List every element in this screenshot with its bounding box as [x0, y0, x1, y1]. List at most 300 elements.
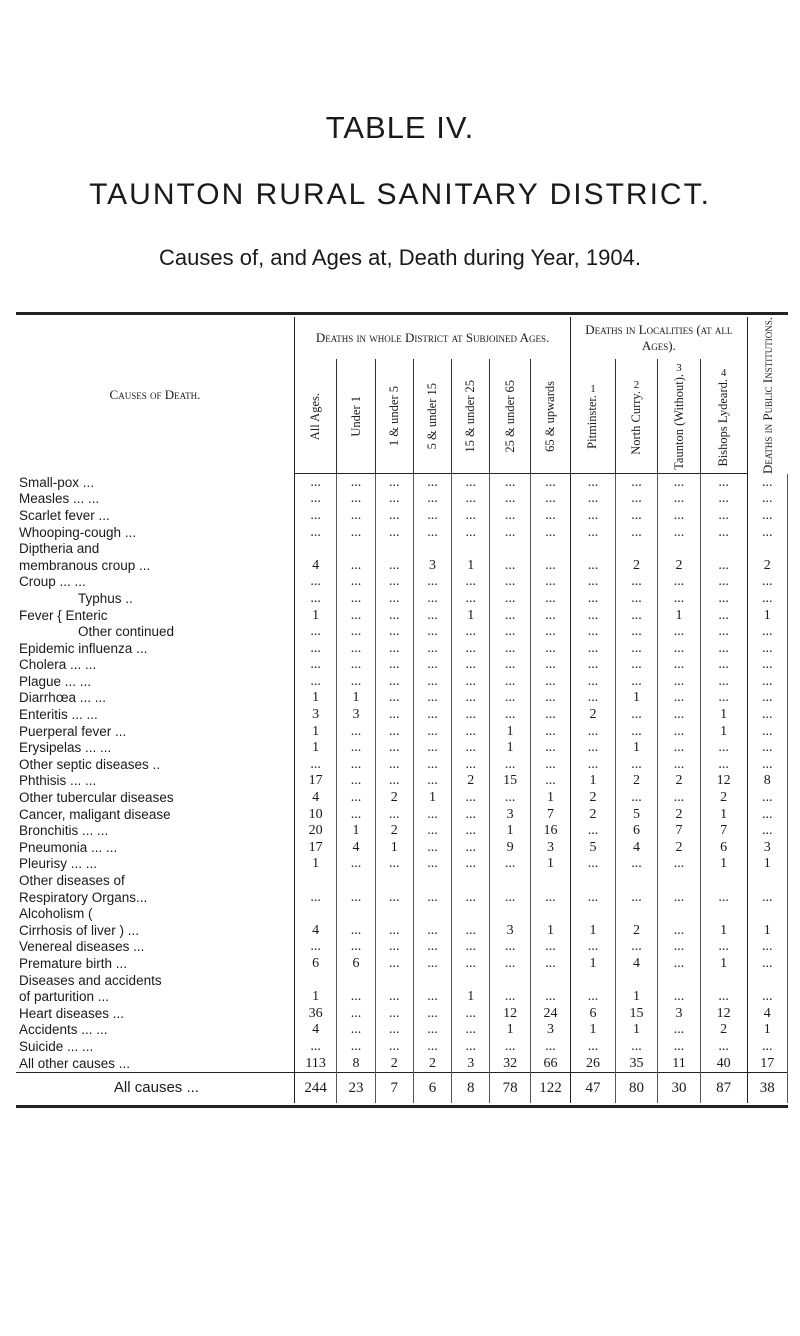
cause-label: Whooping-cough ...	[16, 524, 294, 541]
value-cell: ...	[658, 1039, 701, 1056]
value-cell: ...	[337, 657, 375, 674]
value-cell: ...	[490, 707, 530, 724]
cause-label: Bronchitis ... ...	[16, 823, 294, 840]
value-cell: 1	[294, 690, 337, 707]
value-cell: ...	[452, 790, 490, 807]
col-15-under-25: 15 & under 25	[463, 380, 478, 453]
value-cell: 32	[490, 1055, 530, 1072]
value-cell	[530, 873, 570, 890]
value-cell: ...	[747, 939, 787, 956]
value-cell: ...	[747, 823, 787, 840]
value-cell	[530, 972, 570, 989]
value-cell: ...	[375, 1005, 413, 1022]
value-cell: 66	[530, 1055, 570, 1072]
value-cell: ...	[294, 508, 337, 525]
value-cell: ...	[700, 690, 747, 707]
value-cell: 5	[571, 840, 616, 857]
cause-label: Phthisis ... ...	[16, 773, 294, 790]
value-cell: ...	[530, 1039, 570, 1056]
total-cell: 122	[530, 1072, 570, 1103]
value-cell	[490, 906, 530, 923]
value-cell: ...	[571, 856, 616, 873]
value-cell: ...	[452, 474, 490, 491]
value-cell: ...	[747, 640, 787, 657]
value-cell: ...	[700, 591, 747, 608]
value-cell	[413, 972, 451, 989]
value-cell: 16	[530, 823, 570, 840]
col-1-under-5: 1 & under 5	[386, 386, 401, 447]
cause-label: Measles ... ...	[16, 491, 294, 508]
value-cell: ...	[375, 624, 413, 641]
value-cell: ...	[452, 674, 490, 691]
value-cell: ...	[337, 508, 375, 525]
value-cell: ...	[571, 674, 616, 691]
value-cell: 7	[530, 806, 570, 823]
value-cell: 1	[452, 557, 490, 574]
col-under-1: Under 1	[348, 396, 363, 437]
value-cell: ...	[700, 574, 747, 591]
whole-district-group-header: Deaths in whole District at Subjoined Ages.	[294, 317, 570, 359]
table-row	[16, 1039, 788, 1056]
value-cell: 7	[700, 823, 747, 840]
value-cell: 1	[294, 989, 337, 1006]
value-cell: ...	[375, 989, 413, 1006]
value-cell: 2	[658, 840, 701, 857]
value-cell: ...	[337, 723, 375, 740]
value-cell: ...	[571, 607, 616, 624]
value-cell: ...	[294, 491, 337, 508]
value-cell: ...	[530, 474, 570, 491]
value-cell: 1	[700, 956, 747, 973]
cause-label: Cancer, maligant disease	[16, 806, 294, 823]
value-cell: ...	[700, 624, 747, 641]
value-cell: ...	[452, 640, 490, 657]
value-cell: ...	[615, 707, 658, 724]
value-cell: 1	[490, 823, 530, 840]
value-cell: ...	[571, 524, 616, 541]
value-cell: 1	[294, 607, 337, 624]
value-cell: ...	[530, 607, 570, 624]
value-cell: ...	[571, 508, 616, 525]
value-cell: ...	[294, 1039, 337, 1056]
value-cell	[375, 541, 413, 558]
value-cell: ...	[452, 856, 490, 873]
value-cell: 4	[294, 557, 337, 574]
value-cell: ...	[700, 607, 747, 624]
table-row	[16, 474, 788, 491]
value-cell: ...	[337, 674, 375, 691]
value-cell: ...	[530, 491, 570, 508]
value-cell: 3	[530, 840, 570, 857]
value-cell: ...	[490, 757, 530, 774]
value-cell: ...	[615, 657, 658, 674]
district-title: TAUNTON RURAL SANITARY DISTRICT.	[89, 178, 711, 211]
value-cell: ...	[658, 757, 701, 774]
cause-label: Accidents ... ...	[16, 1022, 294, 1039]
value-cell: ...	[452, 491, 490, 508]
value-cell: ...	[658, 956, 701, 973]
value-cell: 2	[571, 806, 616, 823]
value-cell: ...	[747, 508, 787, 525]
value-cell: ...	[413, 773, 451, 790]
value-cell: ...	[375, 557, 413, 574]
value-cell: 6	[337, 956, 375, 973]
value-cell: ...	[337, 474, 375, 491]
col-all-ages: All Ages.	[308, 392, 323, 440]
value-cell: ...	[375, 574, 413, 591]
value-cell: ...	[571, 989, 616, 1006]
value-cell: ...	[700, 939, 747, 956]
value-cell: ...	[413, 707, 451, 724]
value-cell: ...	[337, 757, 375, 774]
value-cell: ...	[530, 690, 570, 707]
value-cell: ...	[615, 889, 658, 906]
value-cell	[337, 906, 375, 923]
value-cell: ...	[747, 474, 787, 491]
table-body	[16, 474, 788, 1072]
table-row	[16, 508, 788, 525]
value-cell: ...	[530, 889, 570, 906]
value-cell: 1	[571, 1022, 616, 1039]
value-cell: ...	[658, 574, 701, 591]
value-cell: 3	[337, 707, 375, 724]
value-cell: ...	[375, 640, 413, 657]
value-cell: 1	[294, 740, 337, 757]
value-cell	[571, 541, 616, 558]
localities-group-header: Deaths in Localities (at all Ages).	[571, 317, 747, 359]
value-cell: ...	[615, 723, 658, 740]
value-cell: ...	[413, 1039, 451, 1056]
value-cell: 17	[294, 773, 337, 790]
table-row	[16, 989, 788, 1006]
value-cell	[490, 972, 530, 989]
value-cell: 1	[571, 956, 616, 973]
value-cell: ...	[700, 740, 747, 757]
value-cell	[747, 906, 787, 923]
value-cell: 2	[658, 773, 701, 790]
value-cell: ...	[452, 939, 490, 956]
value-cell: ...	[530, 956, 570, 973]
value-cell	[615, 873, 658, 890]
value-cell: 35	[615, 1055, 658, 1072]
value-cell: ...	[375, 524, 413, 541]
value-cell: 26	[571, 1055, 616, 1072]
value-cell: ...	[452, 823, 490, 840]
value-cell: 2	[658, 557, 701, 574]
value-cell: ...	[413, 508, 451, 525]
table-row	[16, 707, 788, 724]
value-cell: ...	[658, 591, 701, 608]
col-taunton-without: Taunton (Without).	[671, 374, 686, 471]
value-cell: 1	[700, 922, 747, 939]
total-cell: 38	[747, 1072, 787, 1103]
value-cell	[658, 906, 701, 923]
value-cell: ...	[658, 989, 701, 1006]
table-row	[16, 557, 788, 574]
value-cell: ...	[375, 723, 413, 740]
value-cell	[294, 906, 337, 923]
col-25-under-65: 25 & under 65	[502, 380, 517, 453]
value-cell	[615, 541, 658, 558]
cause-label: Other tubercular diseases	[16, 790, 294, 807]
value-cell: ...	[571, 557, 616, 574]
value-cell: ...	[375, 707, 413, 724]
total-cell: 78	[490, 1072, 530, 1103]
value-cell: ...	[452, 723, 490, 740]
value-cell: 4	[615, 840, 658, 857]
value-cell: ...	[700, 524, 747, 541]
value-cell: ...	[337, 591, 375, 608]
value-cell: ...	[452, 574, 490, 591]
value-cell	[747, 972, 787, 989]
cause-label: Erysipelas ... ...	[16, 740, 294, 757]
value-cell: ...	[615, 624, 658, 641]
total-cell: 30	[658, 1072, 701, 1103]
value-cell: ...	[337, 989, 375, 1006]
mortality-table	[16, 312, 788, 1108]
value-cell	[700, 906, 747, 923]
cause-label: Small-pox ...	[16, 474, 294, 491]
value-cell: ...	[571, 889, 616, 906]
value-cell: ...	[452, 657, 490, 674]
value-cell: ...	[375, 657, 413, 674]
value-cell: 11	[658, 1055, 701, 1072]
value-cell: ...	[615, 856, 658, 873]
cause-label: Epidemic influenza ...	[16, 640, 294, 657]
cause-label: of parturition ...	[16, 989, 294, 1006]
value-cell: ...	[375, 773, 413, 790]
value-cell: ...	[375, 939, 413, 956]
value-cell: ...	[615, 491, 658, 508]
public-institutions-label: Deaths in Public Institutions.	[759, 317, 775, 474]
value-cell: ...	[530, 723, 570, 740]
cause-label: Pleurisy ... ...	[16, 856, 294, 873]
value-cell: 4	[294, 790, 337, 807]
value-cell: ...	[490, 474, 530, 491]
value-cell: ...	[490, 674, 530, 691]
value-cell: ...	[615, 790, 658, 807]
table-row	[16, 823, 788, 840]
table-row	[16, 657, 788, 674]
cause-label: Diptheria and	[16, 541, 294, 558]
value-cell: 1	[747, 607, 787, 624]
value-cell	[375, 906, 413, 923]
locality-number: 4	[720, 366, 727, 379]
table-row	[16, 972, 788, 989]
value-cell: 1	[490, 1022, 530, 1039]
value-cell: 5	[615, 806, 658, 823]
value-cell: ...	[337, 624, 375, 641]
value-cell: 1	[571, 773, 616, 790]
table-row	[16, 723, 788, 740]
causes-of-death-header: Causes of Death.	[16, 317, 294, 474]
value-cell: ...	[490, 508, 530, 525]
value-cell: ...	[337, 607, 375, 624]
value-cell: 2	[571, 707, 616, 724]
value-cell: 1	[490, 740, 530, 757]
value-cell: ...	[700, 474, 747, 491]
value-cell: ...	[413, 740, 451, 757]
value-cell: ...	[530, 773, 570, 790]
value-cell: ...	[747, 591, 787, 608]
value-cell: 1	[413, 790, 451, 807]
value-cell: ...	[615, 939, 658, 956]
value-cell: ...	[413, 574, 451, 591]
value-cell: 1	[700, 806, 747, 823]
value-cell: ...	[413, 674, 451, 691]
value-cell: ...	[658, 624, 701, 641]
value-cell: ...	[658, 939, 701, 956]
value-cell: 2	[615, 773, 658, 790]
value-cell: ...	[530, 939, 570, 956]
value-cell	[413, 906, 451, 923]
value-cell: 2	[615, 557, 658, 574]
value-cell: 6	[700, 840, 747, 857]
table-row	[16, 889, 788, 906]
total-cell: 23	[337, 1072, 375, 1103]
value-cell	[658, 541, 701, 558]
value-cell: ...	[747, 524, 787, 541]
value-cell: ...	[452, 922, 490, 939]
value-cell: ...	[452, 690, 490, 707]
value-cell: 15	[615, 1005, 658, 1022]
value-cell: ...	[294, 524, 337, 541]
value-cell: ...	[337, 790, 375, 807]
value-cell: 6	[294, 956, 337, 973]
value-cell: ...	[375, 474, 413, 491]
value-cell: ...	[452, 889, 490, 906]
value-cell: ...	[747, 790, 787, 807]
value-cell: ...	[747, 657, 787, 674]
value-cell: 2	[375, 790, 413, 807]
value-cell: ...	[700, 557, 747, 574]
value-cell: ...	[375, 806, 413, 823]
value-cell: 1	[452, 989, 490, 1006]
value-cell	[337, 541, 375, 558]
value-cell: ...	[337, 1005, 375, 1022]
value-cell: ...	[413, 607, 451, 624]
cause-label: All other causes ...	[16, 1055, 294, 1072]
value-cell: ...	[530, 657, 570, 674]
value-cell: ...	[375, 591, 413, 608]
value-cell: ...	[747, 956, 787, 973]
table-row	[16, 591, 788, 608]
table-number: TABLE IV.	[325, 110, 475, 145]
value-cell: ...	[530, 624, 570, 641]
value-cell: ...	[375, 508, 413, 525]
value-cell: ...	[452, 806, 490, 823]
value-cell: ...	[571, 474, 616, 491]
table-row	[16, 939, 788, 956]
value-cell: ...	[530, 524, 570, 541]
value-cell: ...	[571, 574, 616, 591]
value-cell: 17	[294, 840, 337, 857]
value-cell: ...	[452, 1039, 490, 1056]
value-cell: ...	[700, 989, 747, 1006]
value-cell: 2	[700, 790, 747, 807]
value-cell: ...	[490, 574, 530, 591]
cause-label: Venereal diseases ...	[16, 939, 294, 956]
value-cell	[452, 972, 490, 989]
value-cell: ...	[658, 856, 701, 873]
value-cell: ...	[747, 491, 787, 508]
value-cell: 2	[375, 823, 413, 840]
value-cell: 2	[747, 557, 787, 574]
value-cell: 2	[413, 1055, 451, 1072]
value-cell: 40	[700, 1055, 747, 1072]
cause-label: Other continued	[16, 624, 294, 641]
value-cell: 1	[658, 607, 701, 624]
value-cell: ...	[490, 491, 530, 508]
table-row	[16, 640, 788, 657]
value-cell	[490, 541, 530, 558]
value-cell	[452, 906, 490, 923]
value-cell: ...	[337, 557, 375, 574]
value-cell: ...	[375, 491, 413, 508]
value-cell: 1	[294, 856, 337, 873]
value-cell: 1	[615, 690, 658, 707]
value-cell	[700, 873, 747, 890]
value-cell: ...	[337, 806, 375, 823]
value-cell	[337, 873, 375, 890]
value-cell: 3	[658, 1005, 701, 1022]
value-cell	[413, 541, 451, 558]
value-cell: 4	[337, 840, 375, 857]
value-cell: 3	[530, 1022, 570, 1039]
value-cell: ...	[375, 1039, 413, 1056]
value-cell: ...	[571, 757, 616, 774]
table-row	[16, 1022, 788, 1039]
value-cell: ...	[615, 524, 658, 541]
table-row	[16, 873, 788, 890]
value-cell: ...	[294, 624, 337, 641]
value-cell: 1	[571, 922, 616, 939]
value-cell: ...	[490, 624, 530, 641]
value-cell: 1	[615, 989, 658, 1006]
value-cell: 3	[294, 707, 337, 724]
value-cell: ...	[530, 640, 570, 657]
total-label: All causes ...	[16, 1072, 294, 1103]
value-cell: ...	[658, 690, 701, 707]
value-cell: ...	[747, 674, 787, 691]
col-pitminster: Pitminster.	[585, 395, 600, 450]
cause-label: Fever { Enteric	[16, 607, 294, 624]
value-cell	[452, 873, 490, 890]
value-cell: ...	[337, 640, 375, 657]
value-cell: 113	[294, 1055, 337, 1072]
value-cell: 1	[530, 790, 570, 807]
value-cell: ...	[490, 657, 530, 674]
value-cell: ...	[658, 707, 701, 724]
col-5-under-15: 5 & under 15	[425, 383, 440, 450]
value-cell: ...	[615, 508, 658, 525]
value-cell: ...	[615, 474, 658, 491]
value-cell: ...	[337, 524, 375, 541]
value-cell: ...	[375, 1022, 413, 1039]
value-cell: 1	[490, 723, 530, 740]
value-cell	[571, 873, 616, 890]
table-row	[16, 674, 788, 691]
value-cell: ...	[452, 508, 490, 525]
value-cell: ...	[337, 922, 375, 939]
value-cell: ...	[375, 607, 413, 624]
value-cell: ...	[747, 574, 787, 591]
value-cell: 2	[375, 1055, 413, 1072]
value-cell: ...	[375, 690, 413, 707]
value-cell: ...	[530, 740, 570, 757]
value-cell	[747, 873, 787, 890]
table-row	[16, 740, 788, 757]
